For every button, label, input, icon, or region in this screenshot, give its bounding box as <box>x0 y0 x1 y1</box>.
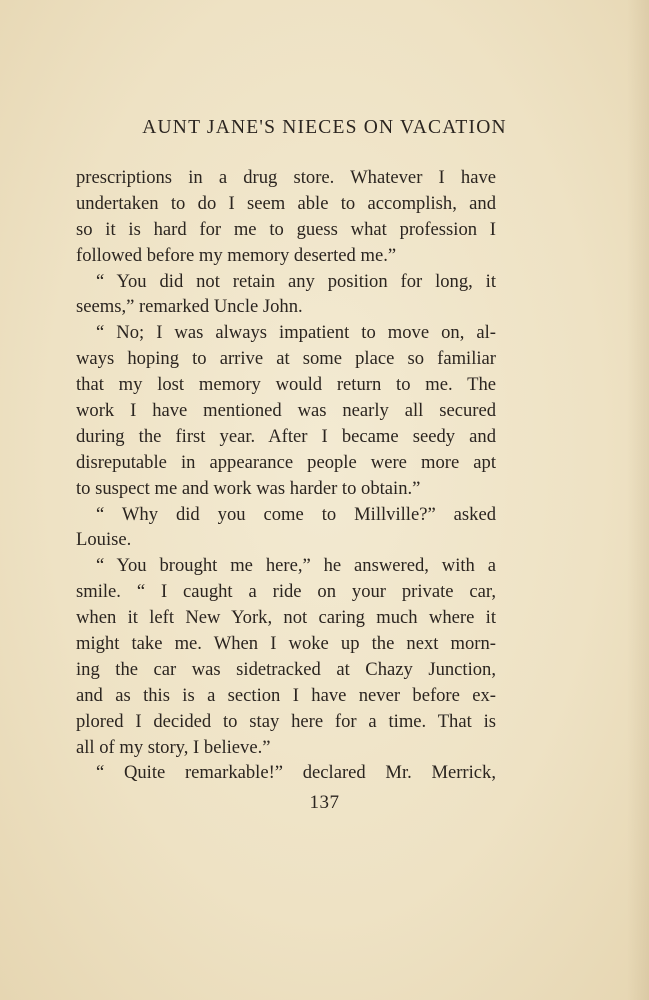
text-line: “ Why did you come to Millville?” asked <box>96 503 496 525</box>
text-line: and as this is a section I have never before ex- <box>76 684 496 706</box>
text-line: prescriptions in a drug store. Whatever I have <box>76 167 496 188</box>
text-line: “ You brought me here,” he answered, with a <box>96 555 496 577</box>
text-line: smile. “ I caught a ride on your private car, <box>76 581 496 603</box>
text-line: during the first year. After I became seedy and <box>76 425 496 447</box>
text-line: disreputable in appearance people were more apt <box>76 451 496 473</box>
text-line: might take me. When I woke up the next morn- <box>76 633 496 655</box>
text-line: ways hoping to arrive at some place so familiar <box>76 348 496 370</box>
text-line: plored I decided to stay here for a time. That is <box>76 710 496 732</box>
text-line: “ Quite remarkable!” declared Mr. Merrick, <box>96 762 496 784</box>
page-number: 137 <box>309 792 340 813</box>
text-line: followed before my memory deserted me.” <box>76 244 397 266</box>
text-line: “ You did not retain any position for long, it <box>96 270 496 292</box>
text-line: to suspect me and work was harder to obtain.” <box>76 477 421 499</box>
text-line: seems,” remarked Uncle John. <box>76 296 303 318</box>
text-line: ing the car was sidetracked at Chazy Junction, <box>76 658 496 680</box>
text-line: that my lost memory would return to me. The <box>76 374 496 396</box>
text-line: Louise. <box>76 529 132 551</box>
text-line: undertaken to do I seem able to accomplish, and <box>76 192 496 214</box>
body-text <box>76 165 496 786</box>
page-edge-shading <box>627 0 649 1000</box>
text-line: when it left New York, not caring much where it <box>76 607 496 629</box>
text-line: work I have mentioned was nearly all secured <box>76 400 496 422</box>
text-line: “ No; I was always impatient to move on, al- <box>96 322 496 344</box>
text-line: so it is hard for me to guess what profession I <box>76 218 496 240</box>
text-line: all of my story, I believe.” <box>76 736 271 758</box>
running-head: AUNT JANE'S NIECES ON VACATION <box>142 117 507 138</box>
